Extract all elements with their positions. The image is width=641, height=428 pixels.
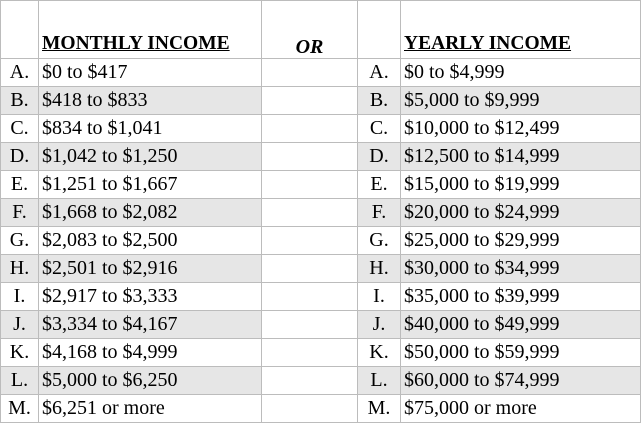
- table-row: [1, 143, 641, 171]
- table-row: [1, 339, 641, 367]
- monthly-letter: A.: [1, 59, 39, 87]
- table-row: [1, 87, 641, 115]
- yearly-letter: B.: [358, 87, 401, 115]
- header-spacer-right: [358, 1, 401, 59]
- or-cell: [262, 1, 358, 59]
- monthly-letter: L.: [1, 367, 39, 395]
- monthly-letter: H.: [1, 255, 39, 283]
- monthly-income-header: MONTHLY INCOME: [42, 33, 230, 54]
- or-spacer: [262, 311, 358, 339]
- monthly-range: $834 to $1,041: [39, 115, 262, 143]
- yearly-income-header: YEARLY INCOME: [404, 33, 572, 54]
- yearly-letter: L.: [358, 367, 401, 395]
- or-spacer: [262, 255, 358, 283]
- yearly-range: $40,000 to $49,999: [401, 311, 641, 339]
- monthly-range: $2,501 to $2,916: [39, 255, 262, 283]
- table-row: [1, 395, 641, 423]
- yearly-range: $10,000 to $12,499: [401, 115, 641, 143]
- or-spacer: [262, 367, 358, 395]
- yearly-letter: G.: [358, 227, 401, 255]
- table-row: [1, 367, 641, 395]
- monthly-range: $418 to $833: [39, 87, 262, 115]
- or-spacer: [262, 143, 358, 171]
- monthly-range: $2,917 to $3,333: [39, 283, 262, 311]
- monthly-letter: D.: [1, 143, 39, 171]
- table-row: [1, 199, 641, 227]
- table-row: [1, 115, 641, 143]
- table-row: [1, 227, 641, 255]
- or-spacer: [262, 339, 358, 367]
- yearly-range: $30,000 to $34,999: [401, 255, 641, 283]
- yearly-letter: M.: [358, 395, 401, 423]
- monthly-letter: J.: [1, 311, 39, 339]
- or-spacer: [262, 115, 358, 143]
- monthly-letter: E.: [1, 171, 39, 199]
- yearly-letter: K.: [358, 339, 401, 367]
- yearly-letter: I.: [358, 283, 401, 311]
- or-spacer: [262, 395, 358, 423]
- monthly-income-header-cell: [39, 1, 262, 59]
- yearly-range: $50,000 to $59,999: [401, 339, 641, 367]
- monthly-range: $1,251 to $1,667: [39, 171, 262, 199]
- monthly-range: $0 to $417: [39, 59, 262, 87]
- monthly-letter: K.: [1, 339, 39, 367]
- monthly-letter: M.: [1, 395, 39, 423]
- or-spacer: [262, 59, 358, 87]
- monthly-range: $4,168 to $4,999: [39, 339, 262, 367]
- header-row: [1, 1, 641, 59]
- table-row: [1, 59, 641, 87]
- yearly-range: $12,500 to $14,999: [401, 143, 641, 171]
- monthly-range: $3,334 to $4,167: [39, 311, 262, 339]
- monthly-range: $1,668 to $2,082: [39, 199, 262, 227]
- yearly-letter: J.: [358, 311, 401, 339]
- yearly-letter: E.: [358, 171, 401, 199]
- monthly-letter: I.: [1, 283, 39, 311]
- or-spacer: [262, 87, 358, 115]
- monthly-letter: F.: [1, 199, 39, 227]
- yearly-range: $75,000 or more: [401, 395, 641, 423]
- header-spacer-left: [1, 1, 39, 59]
- yearly-income-header-cell: [401, 1, 641, 59]
- income-table-body: [1, 1, 641, 423]
- table-row: [1, 255, 641, 283]
- yearly-letter: A.: [358, 59, 401, 87]
- yearly-range: $15,000 to $19,999: [401, 171, 641, 199]
- or-label: OR: [295, 36, 324, 58]
- monthly-range: $6,251 or more: [39, 395, 262, 423]
- or-spacer: [262, 199, 358, 227]
- table-row: [1, 311, 641, 339]
- yearly-letter: H.: [358, 255, 401, 283]
- yearly-range: $60,000 to $74,999: [401, 367, 641, 395]
- yearly-letter: C.: [358, 115, 401, 143]
- monthly-letter: C.: [1, 115, 39, 143]
- table-row: [1, 283, 641, 311]
- or-spacer: [262, 283, 358, 311]
- table-row: [1, 171, 641, 199]
- yearly-range: $5,000 to $9,999: [401, 87, 641, 115]
- monthly-range: $2,083 to $2,500: [39, 227, 262, 255]
- or-spacer: [262, 171, 358, 199]
- monthly-letter: B.: [1, 87, 39, 115]
- monthly-letter: G.: [1, 227, 39, 255]
- yearly-letter: D.: [358, 143, 401, 171]
- yearly-range: $35,000 to $39,999: [401, 283, 641, 311]
- yearly-letter: F.: [358, 199, 401, 227]
- yearly-range: $20,000 to $24,999: [401, 199, 641, 227]
- monthly-range: $5,000 to $6,250: [39, 367, 262, 395]
- yearly-range: $25,000 to $29,999: [401, 227, 641, 255]
- or-spacer: [262, 227, 358, 255]
- monthly-range: $1,042 to $1,250: [39, 143, 262, 171]
- yearly-range: $0 to $4,999: [401, 59, 641, 87]
